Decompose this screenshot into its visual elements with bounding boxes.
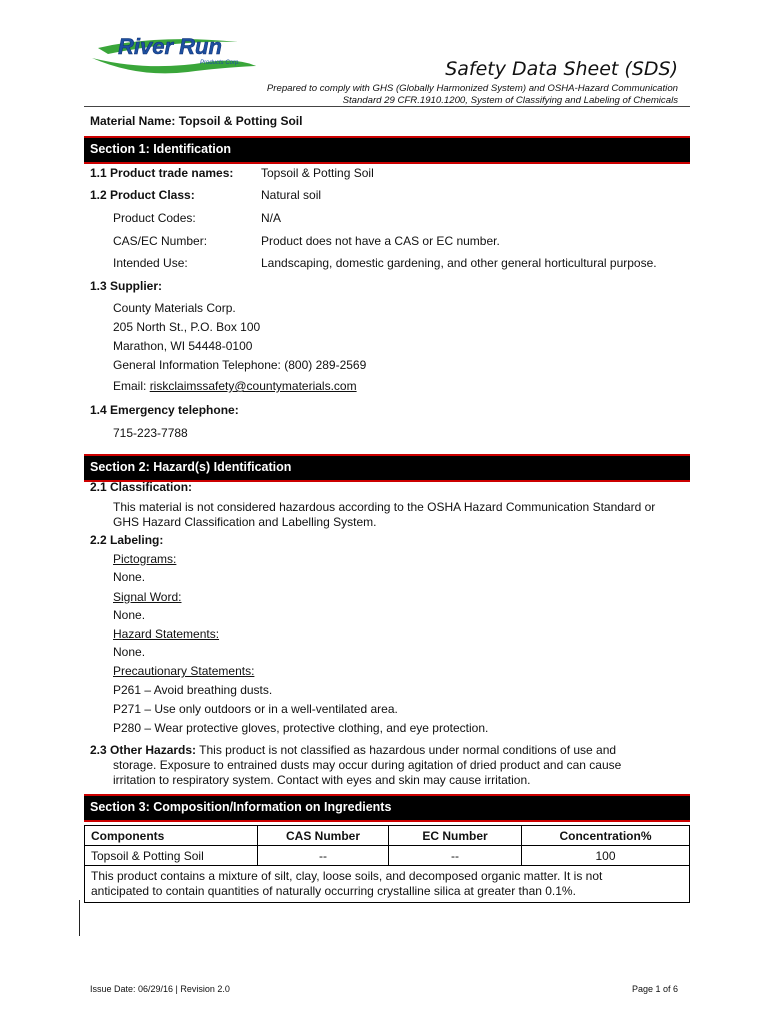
cas-ec-label: CAS/EC Number:	[113, 234, 208, 248]
other-hazards-text: storage. Exposure to entrained dusts may occur during agitation of dried product and can cause	[113, 758, 622, 772]
other-hazards	[90, 743, 616, 757]
table-row	[85, 846, 690, 866]
precaution-item: P271 – Use only outdoors or in a well-ventilated area.	[113, 702, 398, 716]
intended-use-label: Intended Use:	[113, 256, 188, 270]
trade-names-label: 1.1 Product trade names:	[90, 166, 234, 180]
cell: --	[258, 846, 389, 866]
email-prefix: Email:	[113, 379, 150, 393]
other-hazards-label: 2.3 Other Hazards:	[90, 743, 197, 757]
email-link[interactable]: riskclaimssafety@countymaterials.com	[149, 379, 357, 393]
other-hazards-text: This product is not classified as hazardous under normal conditions of use and	[196, 743, 617, 757]
footer-issue: Issue Date: 06/29/16 | Revision 2.0	[90, 984, 230, 994]
col-header: Components	[85, 826, 258, 846]
table-header-row	[85, 826, 690, 846]
col-header: Concentration%	[522, 826, 690, 846]
composition-note	[85, 866, 690, 903]
cell: --	[389, 846, 522, 866]
section-heading: Section 3: Composition/Information on Ingredients	[90, 800, 392, 814]
composition-table	[84, 825, 690, 903]
logo-text: River Run	[118, 34, 222, 59]
classification-text: GHS Hazard Classification and Labelling System.	[113, 515, 377, 529]
hazard-statements-label: Hazard Statements:	[113, 627, 220, 641]
pictograms-value: None.	[113, 570, 146, 584]
classification-label: 2.1 Classification:	[90, 480, 193, 494]
document-title: Safety Data Sheet (SDS)	[445, 58, 678, 80]
note-line: This product contains a mixture of silt, clay, loose soils, and decomposed organic matter. It is not	[91, 869, 603, 883]
supplier-line: Marathon, WI 54448-0100	[113, 339, 253, 353]
footer-page: Page 1 of 6	[631, 984, 678, 994]
supplier-email	[113, 379, 357, 393]
cas-ec-value: Product does not have a CAS or EC number.	[261, 234, 500, 248]
precaution-item: P261 – Avoid breathing dusts.	[113, 683, 273, 697]
supplier-label: 1.3 Supplier:	[90, 279, 163, 293]
emergency-label: 1.4 Emergency telephone:	[90, 403, 239, 417]
supplier-line: 205 North St., P.O. Box 100	[113, 320, 261, 334]
cell: Topsoil & Potting Soil	[85, 846, 258, 866]
precaution-item: P280 – Wear protective gloves, protective clothing, and eye protection.	[113, 721, 489, 735]
classification-text: This material is not considered hazardous according to the OSHA Hazard Communication Standard or	[113, 500, 656, 514]
supplier-line: General Information Telephone: (800) 289-2569	[113, 358, 367, 372]
header-divider	[84, 106, 690, 107]
labeling-label: 2.2 Labeling:	[90, 533, 164, 547]
signal-word-label: Signal Word:	[113, 590, 182, 604]
col-header: EC Number	[389, 826, 522, 846]
hazard-statements-value: None.	[113, 645, 146, 659]
product-codes-value: N/A	[261, 211, 282, 225]
signal-word-value: None.	[113, 608, 146, 622]
river-run-logo	[88, 28, 260, 78]
note-line: anticipated to contain quantities of naturally occurring crystalline silica at greater than 0.1%.	[91, 884, 576, 898]
section-heading: Section 2: Hazard(s) Identification	[90, 460, 292, 474]
emergency-value: 715-223-7788	[113, 426, 188, 440]
section-3-header	[84, 794, 690, 822]
cell: 100	[522, 846, 690, 866]
margin-mark	[79, 900, 80, 936]
col-header: CAS Number	[258, 826, 389, 846]
subtitle-line: Prepared to comply with GHS (Globally Harmonized System) and OSHA-Hazard Communication	[266, 83, 678, 94]
subtitle-line: Standard 29 CFR.1910.1200, System of Classifying and Labeling of Chemicals	[342, 95, 678, 106]
table-note-row	[85, 866, 690, 903]
product-class-value: Natural soil	[261, 188, 322, 202]
document-subtitle	[118, 83, 678, 107]
precautionary-label: Precautionary Statements:	[113, 664, 255, 678]
logo-sub: Products Corp.	[200, 60, 241, 66]
other-hazards-text: irritation to respiratory system. Contact with eyes and skin may cause irritation.	[113, 773, 531, 787]
section-2-header	[84, 454, 690, 482]
intended-use-value: Landscaping, domestic gardening, and other general horticultural purpose.	[261, 256, 657, 270]
section-1-header	[84, 136, 690, 164]
product-class-label: 1.2 Product Class:	[90, 188, 195, 202]
section-heading: Section 1: Identification	[90, 142, 231, 156]
product-codes-label: Product Codes:	[113, 211, 196, 225]
material-name: Material Name: Topsoil & Potting Soil	[90, 114, 303, 128]
pictograms-label: Pictograms:	[113, 552, 177, 566]
trade-names-value: Topsoil & Potting Soil	[261, 166, 374, 180]
supplier-line: County Materials Corp.	[113, 301, 236, 315]
